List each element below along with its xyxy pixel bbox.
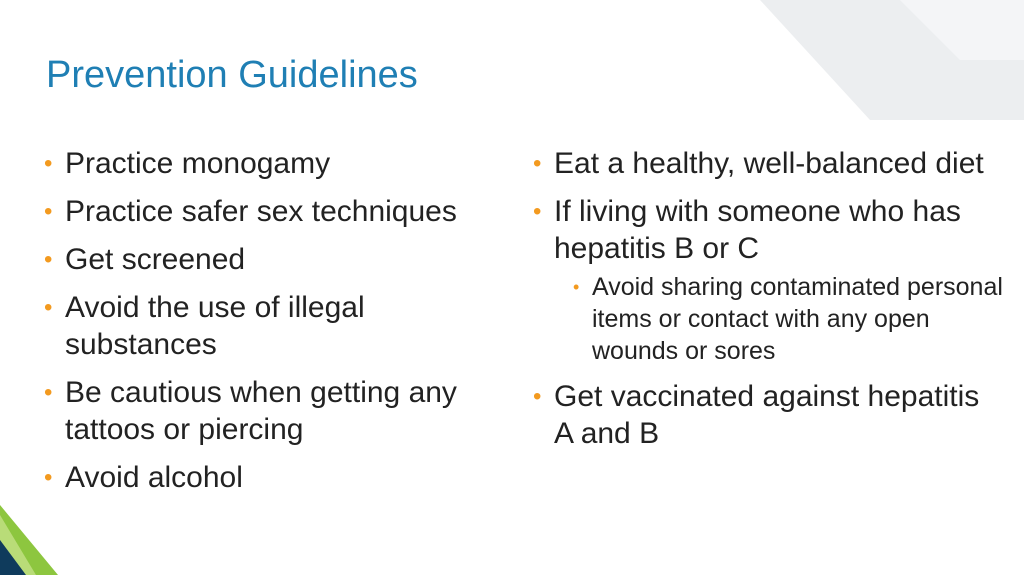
bullet-item xyxy=(44,289,474,363)
bullet-dot-icon: • xyxy=(44,464,53,491)
bullet-text: Practice safer sex techniques xyxy=(65,195,457,228)
bullet-text: If living with someone who has hepatitis B or C xyxy=(554,195,961,265)
bullet-item xyxy=(44,241,474,278)
right-bullet-list xyxy=(533,145,1003,452)
bullet-dot-icon: • xyxy=(533,383,542,410)
bullet-dot-icon: • xyxy=(533,198,542,225)
bullet-item xyxy=(533,378,1003,452)
bullet-text: Eat a healthy, well-balanced diet xyxy=(554,147,984,180)
bullet-dot-icon: • xyxy=(44,246,53,273)
bullet-text: Practice monogamy xyxy=(65,147,331,180)
left-bullet-list xyxy=(44,145,474,496)
bullet-item xyxy=(44,374,474,448)
bullet-dot-icon: • xyxy=(44,379,53,406)
right-column xyxy=(533,145,1003,463)
bullet-item xyxy=(533,193,1003,367)
bullet-item xyxy=(44,145,474,182)
bullet-dot-icon: • xyxy=(533,150,542,177)
sub-bullet-text: Avoid sharing contaminated personal items or contact with any open wounds or sores xyxy=(592,273,1003,365)
bullet-text: Be cautious when getting any tattoos or piercing xyxy=(65,376,457,446)
bullet-text: Get screened xyxy=(65,243,246,276)
slide-title: Prevention Guidelines xyxy=(46,54,418,96)
bullet-dot-icon: • xyxy=(44,150,53,177)
bullet-item xyxy=(533,145,1003,182)
bullet-text: Avoid alcohol xyxy=(65,461,243,494)
bullet-dot-icon: • xyxy=(44,294,53,321)
bullet-item xyxy=(44,193,474,230)
left-column xyxy=(44,145,474,507)
bullet-text: Get vaccinated against hepatitis A and B xyxy=(554,380,980,450)
sub-bullet-list xyxy=(554,271,1003,367)
bullet-item xyxy=(44,459,474,496)
sub-bullet-dot-icon: • xyxy=(573,277,580,297)
sub-bullet-item xyxy=(573,271,1003,367)
bullet-dot-icon: • xyxy=(44,198,53,225)
bullet-text: Avoid the use of illegal substances xyxy=(65,291,365,361)
